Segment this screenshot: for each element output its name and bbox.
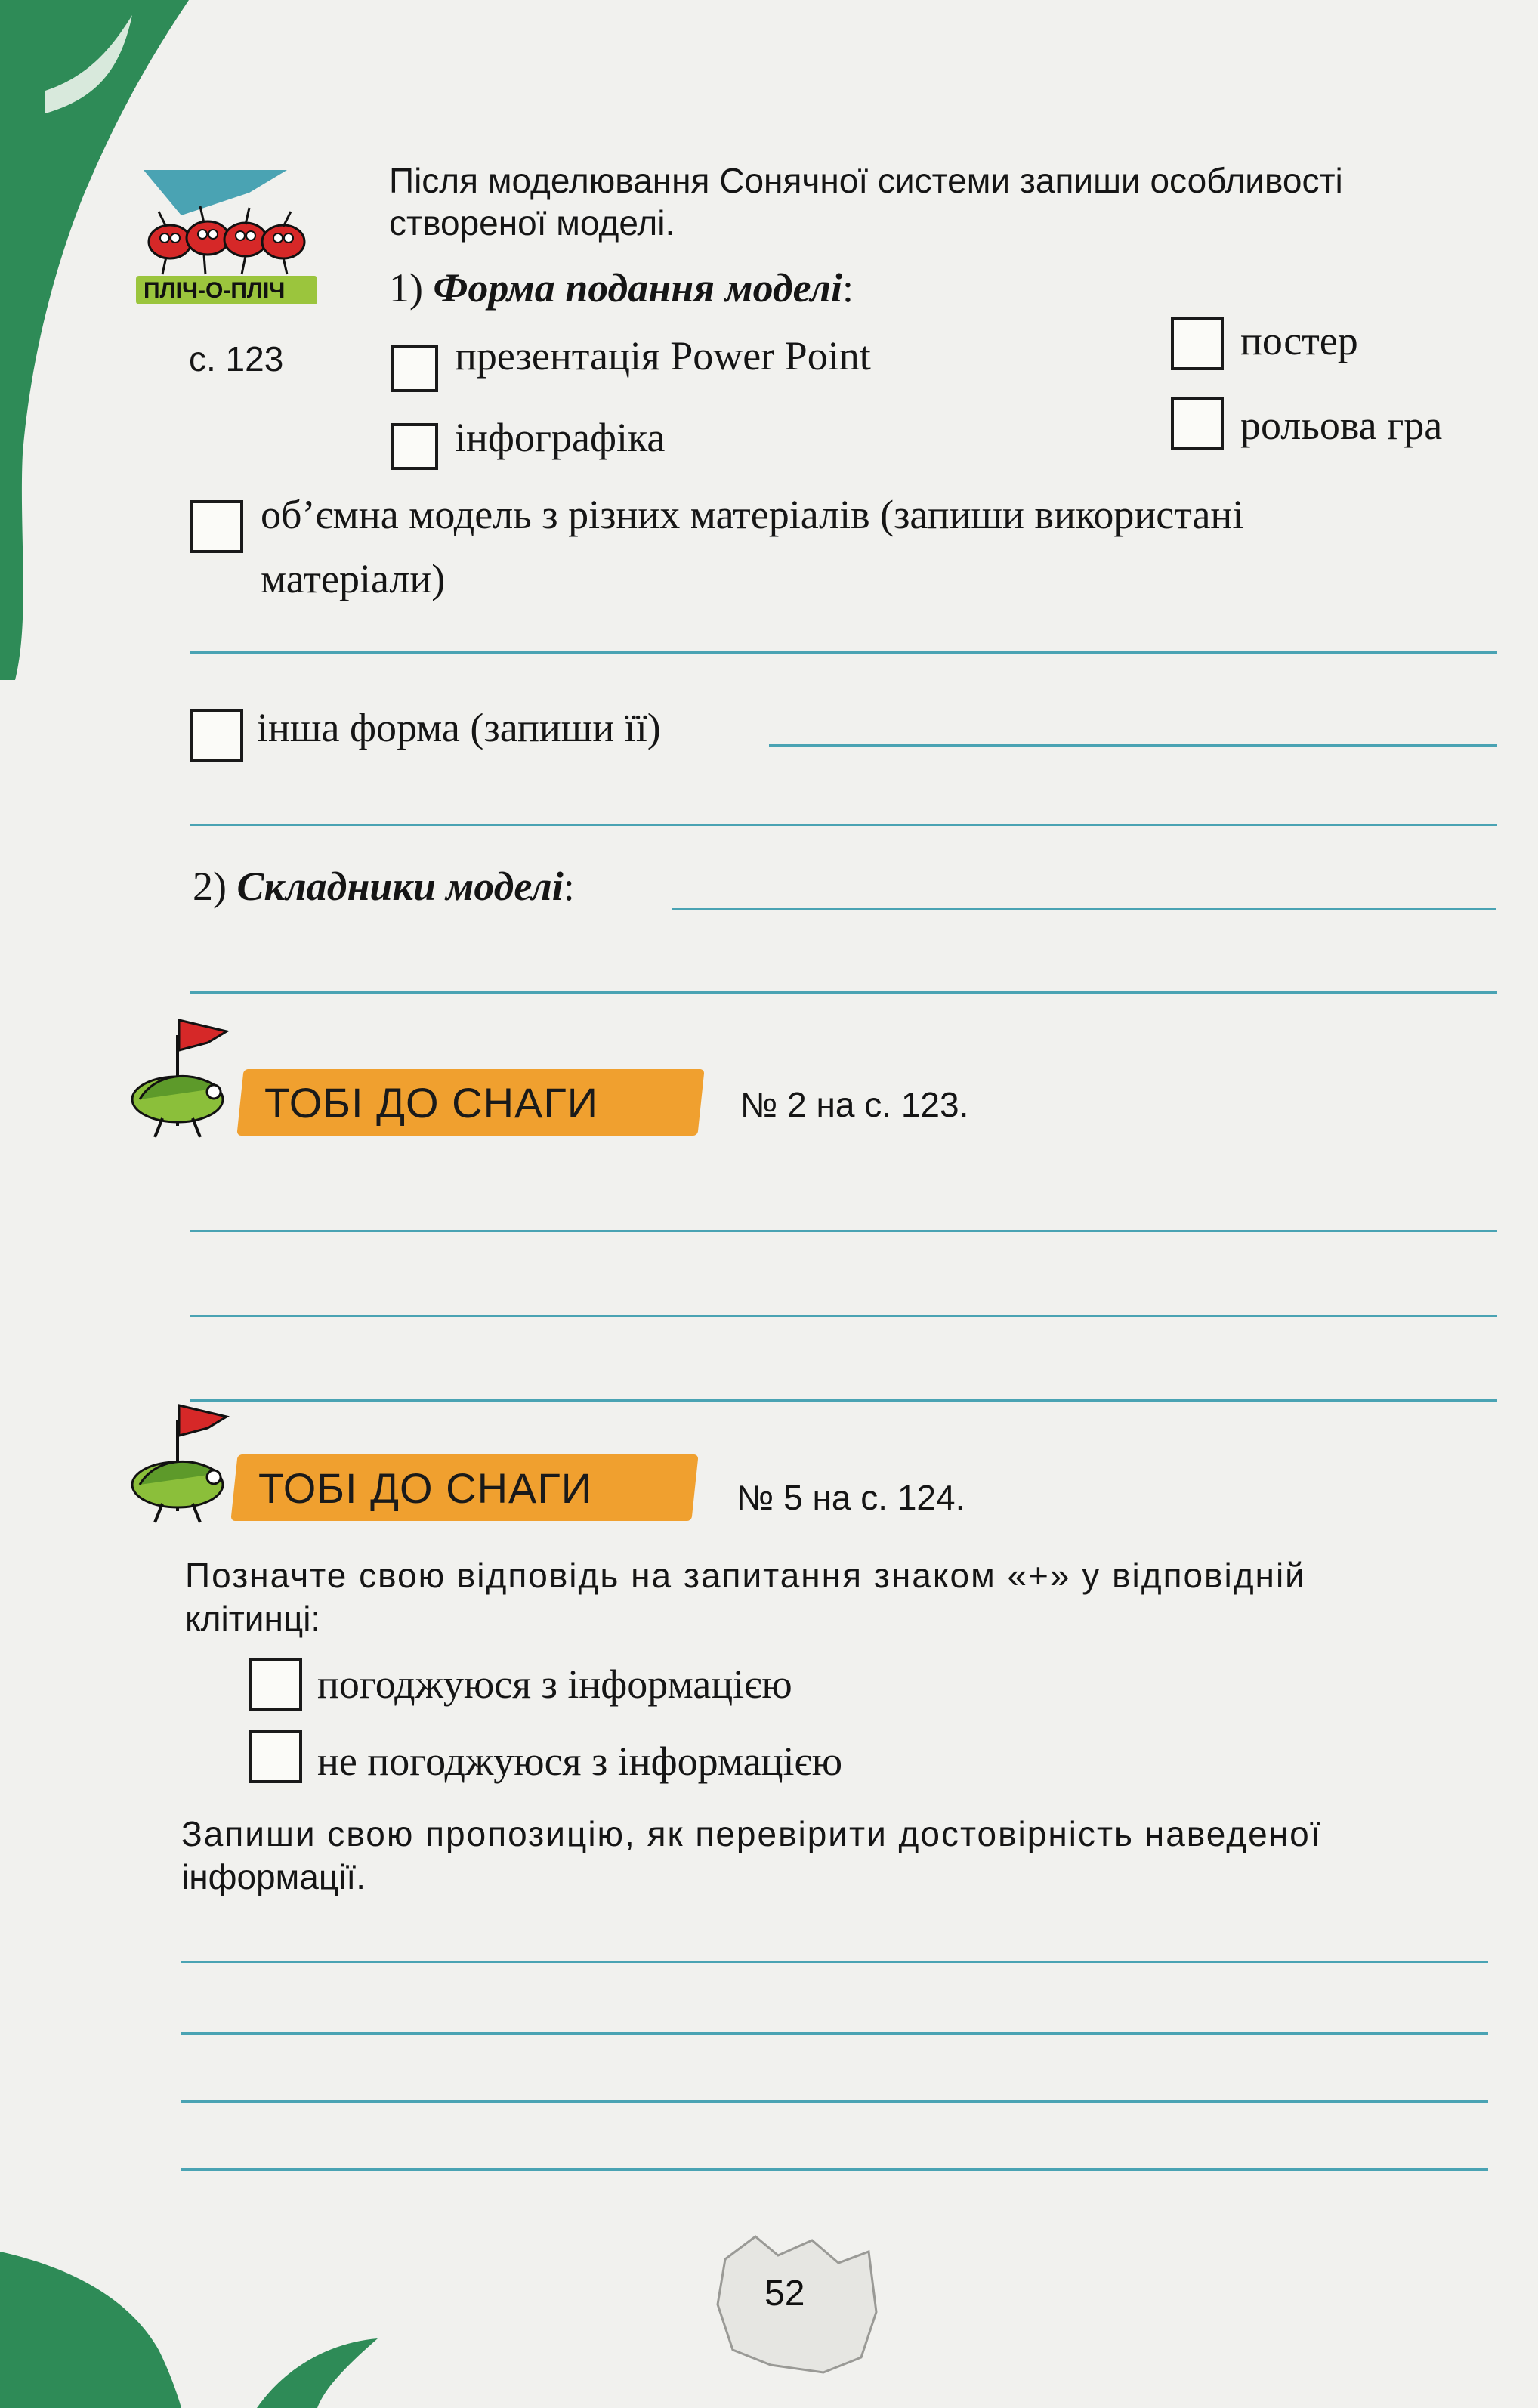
- answer-line[interactable]: [190, 824, 1497, 826]
- answer-line[interactable]: [190, 1315, 1497, 1317]
- grasshopper-flag-icon: [125, 1012, 253, 1141]
- agree-checkbox[interactable]: [249, 1658, 302, 1711]
- answer-line[interactable]: [672, 908, 1496, 910]
- model-form-heading: 1) Форма подання моделі:: [389, 265, 854, 311]
- answer-line[interactable]: [181, 1961, 1488, 1963]
- infographic-checkbox[interactable]: [391, 423, 438, 470]
- agree-label: погоджуюся з інформацією: [317, 1661, 792, 1707]
- badge-label: ПЛІЧ-О-ПЛІЧ: [144, 278, 286, 303]
- model-components-heading: 2) Складники моделі:: [193, 864, 575, 909]
- question-line2: клітинці:: [185, 1599, 321, 1638]
- challenge-reference: № 2 на с. 123.: [740, 1085, 969, 1124]
- challenge-reference: № 5 на с. 124.: [737, 1478, 965, 1517]
- other-form-checkbox[interactable]: [190, 709, 243, 762]
- answer-line[interactable]: [769, 744, 1497, 747]
- disagree-checkbox[interactable]: [249, 1730, 302, 1783]
- proposal-line2: інформації.: [181, 1857, 366, 1896]
- badge-page-ref: с. 123: [189, 339, 284, 379]
- challenge-banner-label: ТОБІ ДО СНАГИ: [258, 1464, 592, 1512]
- presentation-option-label: презентація Power Point: [455, 333, 871, 379]
- poster-option-label: постер: [1240, 318, 1358, 363]
- roleplay-option-label: рольова гра: [1240, 403, 1443, 448]
- disagree-label: не погоджуюся з інформацією: [317, 1739, 843, 1784]
- question-line1: Позначте свою відповідь на запитання знаком «+» у відповідній: [185, 1556, 1306, 1595]
- answer-line[interactable]: [190, 1230, 1497, 1232]
- infographic-option-label: інфографіка: [455, 415, 666, 460]
- volume-model-label-line1: об’ємна модель з різних матеріалів (запиши використані: [261, 492, 1244, 537]
- task-intro-line2: створеної моделі.: [389, 203, 675, 243]
- proposal-line1: Запиши свою пропозицію, як перевірити достовірність наведеної: [181, 1814, 1322, 1853]
- challenge-banner-label: ТОБІ ДО СНАГИ: [264, 1079, 598, 1127]
- task-intro-line1: Після моделювання Сонячної системи запиши особливості: [389, 161, 1343, 200]
- other-form-label: інша форма (запиши її): [257, 705, 661, 750]
- page-number: 52: [764, 2274, 805, 2314]
- poster-checkbox[interactable]: [1171, 317, 1224, 370]
- answer-line[interactable]: [181, 2168, 1488, 2171]
- answer-line[interactable]: [181, 2100, 1488, 2103]
- answer-line[interactable]: [190, 1399, 1497, 1402]
- presentation-checkbox[interactable]: [391, 345, 438, 392]
- answer-line[interactable]: [181, 2032, 1488, 2035]
- volume-model-checkbox[interactable]: [190, 500, 243, 553]
- roleplay-checkbox[interactable]: [1171, 397, 1224, 450]
- volume-model-label-line2: матеріали): [261, 556, 446, 601]
- answer-line[interactable]: [190, 651, 1497, 654]
- answer-line[interactable]: [190, 991, 1497, 994]
